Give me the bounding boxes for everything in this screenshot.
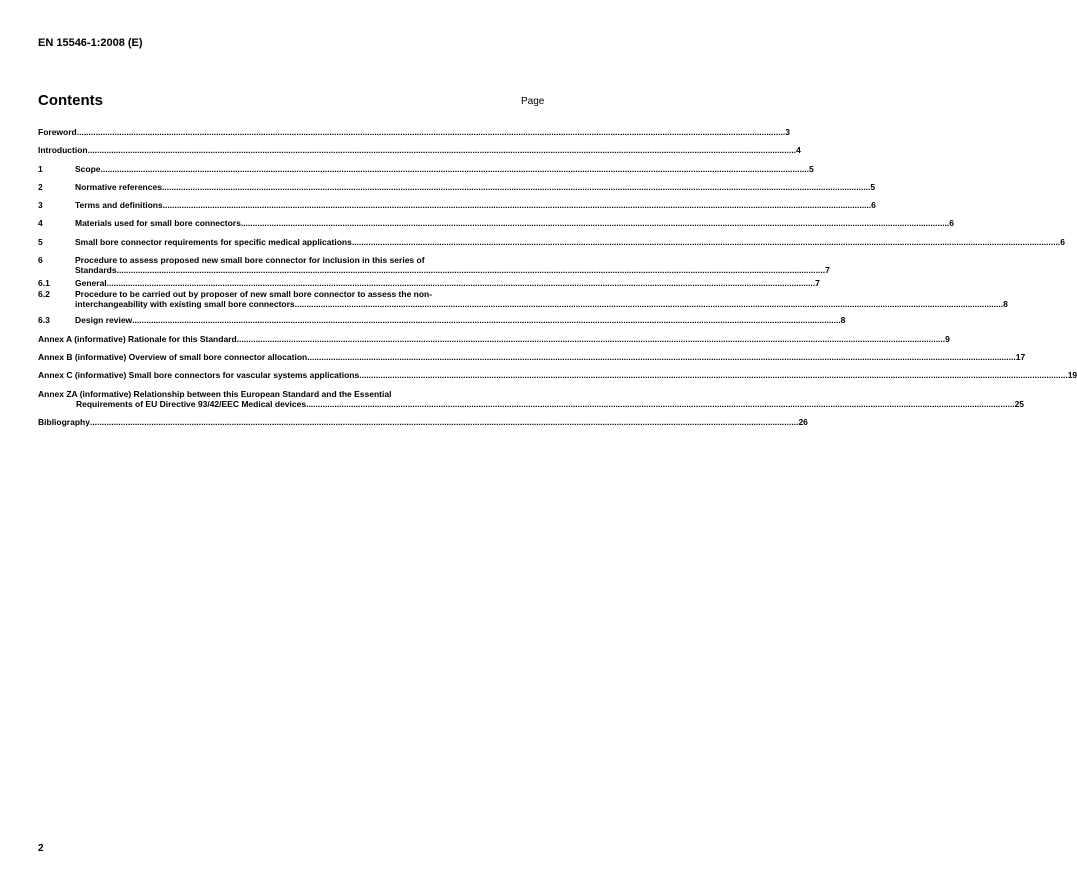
toc-leader-dots: ............................................................................................................................................................................................................................................................................................................ [306, 399, 1015, 409]
toc-leader-dots: ............................................................................................................................................................................................................................................................................................................ [351, 237, 1061, 247]
toc-entry[interactable] [38, 145, 801, 155]
toc-leader-dots: ............................................................................................................................................................................................................................................................................................................ [307, 352, 1016, 362]
toc-leader-dots: ............................................................................................................................................................................................................................................................................................................ [76, 127, 786, 137]
toc-entry-number: 6.3 [38, 315, 50, 325]
toc-entry-number: 1 [38, 164, 43, 174]
toc-entry-number: 2 [38, 182, 43, 192]
toc-entry-title: Annex ZA (informative) Relationship between this European Standard and the Essential [38, 389, 392, 399]
toc-entry[interactable] [38, 370, 1077, 380]
toc-entry-title: Annex B (informative) Overview of small bore connector allocation [38, 352, 308, 362]
toc-entry[interactable] [38, 315, 846, 325]
toc-entry-number: 6.2 [38, 289, 50, 299]
toc-leader-dots: ............................................................................................................................................................................................................................................................................................................ [132, 315, 841, 325]
toc-entry-page: 5 [870, 182, 876, 192]
toc-entry-title: Small bore connector requirements for specific medical applications [75, 237, 352, 247]
toc-entry-number: 4 [38, 218, 43, 228]
toc-entry-title: Bibliography [38, 417, 90, 427]
toc-entry[interactable] [38, 200, 876, 210]
toc-entry[interactable] [38, 127, 790, 137]
toc-entry-number: 6.1 [38, 278, 50, 288]
toc-entry-title: Annex C (informative) Small bore connectors for vascular systems applications [38, 370, 360, 380]
toc-entry-page: 6 [871, 200, 876, 210]
toc-entry-title: Normative references [75, 182, 162, 192]
toc-entry-page: 25 [1014, 399, 1025, 409]
toc-leader-dots: ............................................................................................................................................................................................................................................................................................................ [89, 417, 799, 427]
toc-entry-title: Terms and definitions [75, 200, 163, 210]
toc-entry[interactable] [38, 352, 1026, 362]
toc-leader-dots: ............................................................................................................................................................................................................................................................................................................ [294, 299, 1004, 309]
toc-entry-page: 3 [785, 127, 790, 137]
page-number: 2 [38, 843, 44, 854]
toc-entry-title: Introduction [38, 145, 88, 155]
toc-entry-title: Annex A (informative) Rationale for this Standard [38, 334, 237, 344]
toc-entry-page: 5 [809, 164, 814, 174]
toc-leader-dots: ............................................................................................................................................................................................................................................................................................................ [116, 265, 826, 275]
toc-entry-title: Materials used for small bore connectors [75, 218, 241, 228]
toc-entry-title: Design review [75, 315, 133, 325]
toc-entry-page: 26 [798, 417, 808, 427]
toc-leader-dots: ............................................................................................................................................................................................................................................................................................................ [161, 182, 871, 192]
toc-entry-number: 6 [38, 255, 43, 265]
contents-heading: Contents [38, 92, 103, 109]
toc-entry[interactable] [38, 289, 1008, 309]
toc-entry-page: 9 [945, 334, 950, 344]
toc-entry-title-continued: Standards [75, 265, 117, 275]
toc-entry[interactable] [38, 389, 1025, 409]
toc-entry[interactable] [38, 164, 814, 174]
toc-entry-page: 17 [1015, 352, 1026, 362]
table-of-contents [38, 127, 1077, 437]
toc-entry-title-continued: Requirements of EU Directive 93/42/EEC Medical devices [76, 399, 307, 409]
toc-entry-page: 8 [1003, 299, 1008, 309]
toc-leader-dots: ............................................................................................................................................................................................................................................................................................................ [162, 200, 872, 210]
toc-entry-title: Scope [75, 164, 101, 174]
toc-leader-dots: ............................................................................................................................................................................................................................................................................................................ [236, 334, 946, 344]
toc-entry-title: Foreword [38, 127, 77, 137]
toc-leader-dots: ............................................................................................................................................................................................................................................................................................................ [359, 370, 1068, 380]
page-column-label: Page [521, 96, 545, 107]
toc-entry-number: 5 [38, 237, 43, 247]
toc-entry-page: 4 [796, 145, 801, 155]
toc-entry-number: 3 [38, 200, 43, 210]
toc-entry-page: 6 [1060, 237, 1066, 247]
toc-entry[interactable] [38, 237, 1066, 247]
toc-entry-title: Procedure to assess proposed new small bore connector for inclusion in this series of [75, 255, 425, 265]
toc-entry[interactable] [38, 218, 955, 228]
toc-leader-dots: ............................................................................................................................................................................................................................................................................................................ [100, 164, 809, 174]
toc-entry-page: 6 [949, 218, 955, 228]
toc-leader-dots: ............................................................................................................................................................................................................................................................................................................ [87, 145, 797, 155]
toc-entry-page: 7 [815, 278, 820, 288]
toc-entry-title: Procedure to be carried out by proposer of new small bore connector to assess the non- [75, 289, 433, 299]
document-identifier: EN 15546-1:2008 (E) [38, 37, 143, 49]
toc-entry[interactable] [38, 182, 876, 192]
toc-entry[interactable] [38, 255, 830, 275]
toc-entry-page: 7 [825, 265, 830, 275]
toc-entry-title-continued: interchangeability with existing small bore connectors [75, 299, 295, 309]
toc-entry[interactable] [38, 278, 820, 288]
toc-entry[interactable] [38, 417, 808, 427]
toc-leader-dots: ............................................................................................................................................................................................................................................................................................................ [106, 278, 816, 288]
toc-leader-dots: ............................................................................................................................................................................................................................................................................................................ [240, 218, 950, 228]
toc-entry-title: General [75, 278, 107, 288]
toc-entry-page: 19 [1067, 370, 1077, 380]
toc-entry[interactable] [38, 334, 950, 344]
toc-entry-page: 8 [840, 315, 846, 325]
